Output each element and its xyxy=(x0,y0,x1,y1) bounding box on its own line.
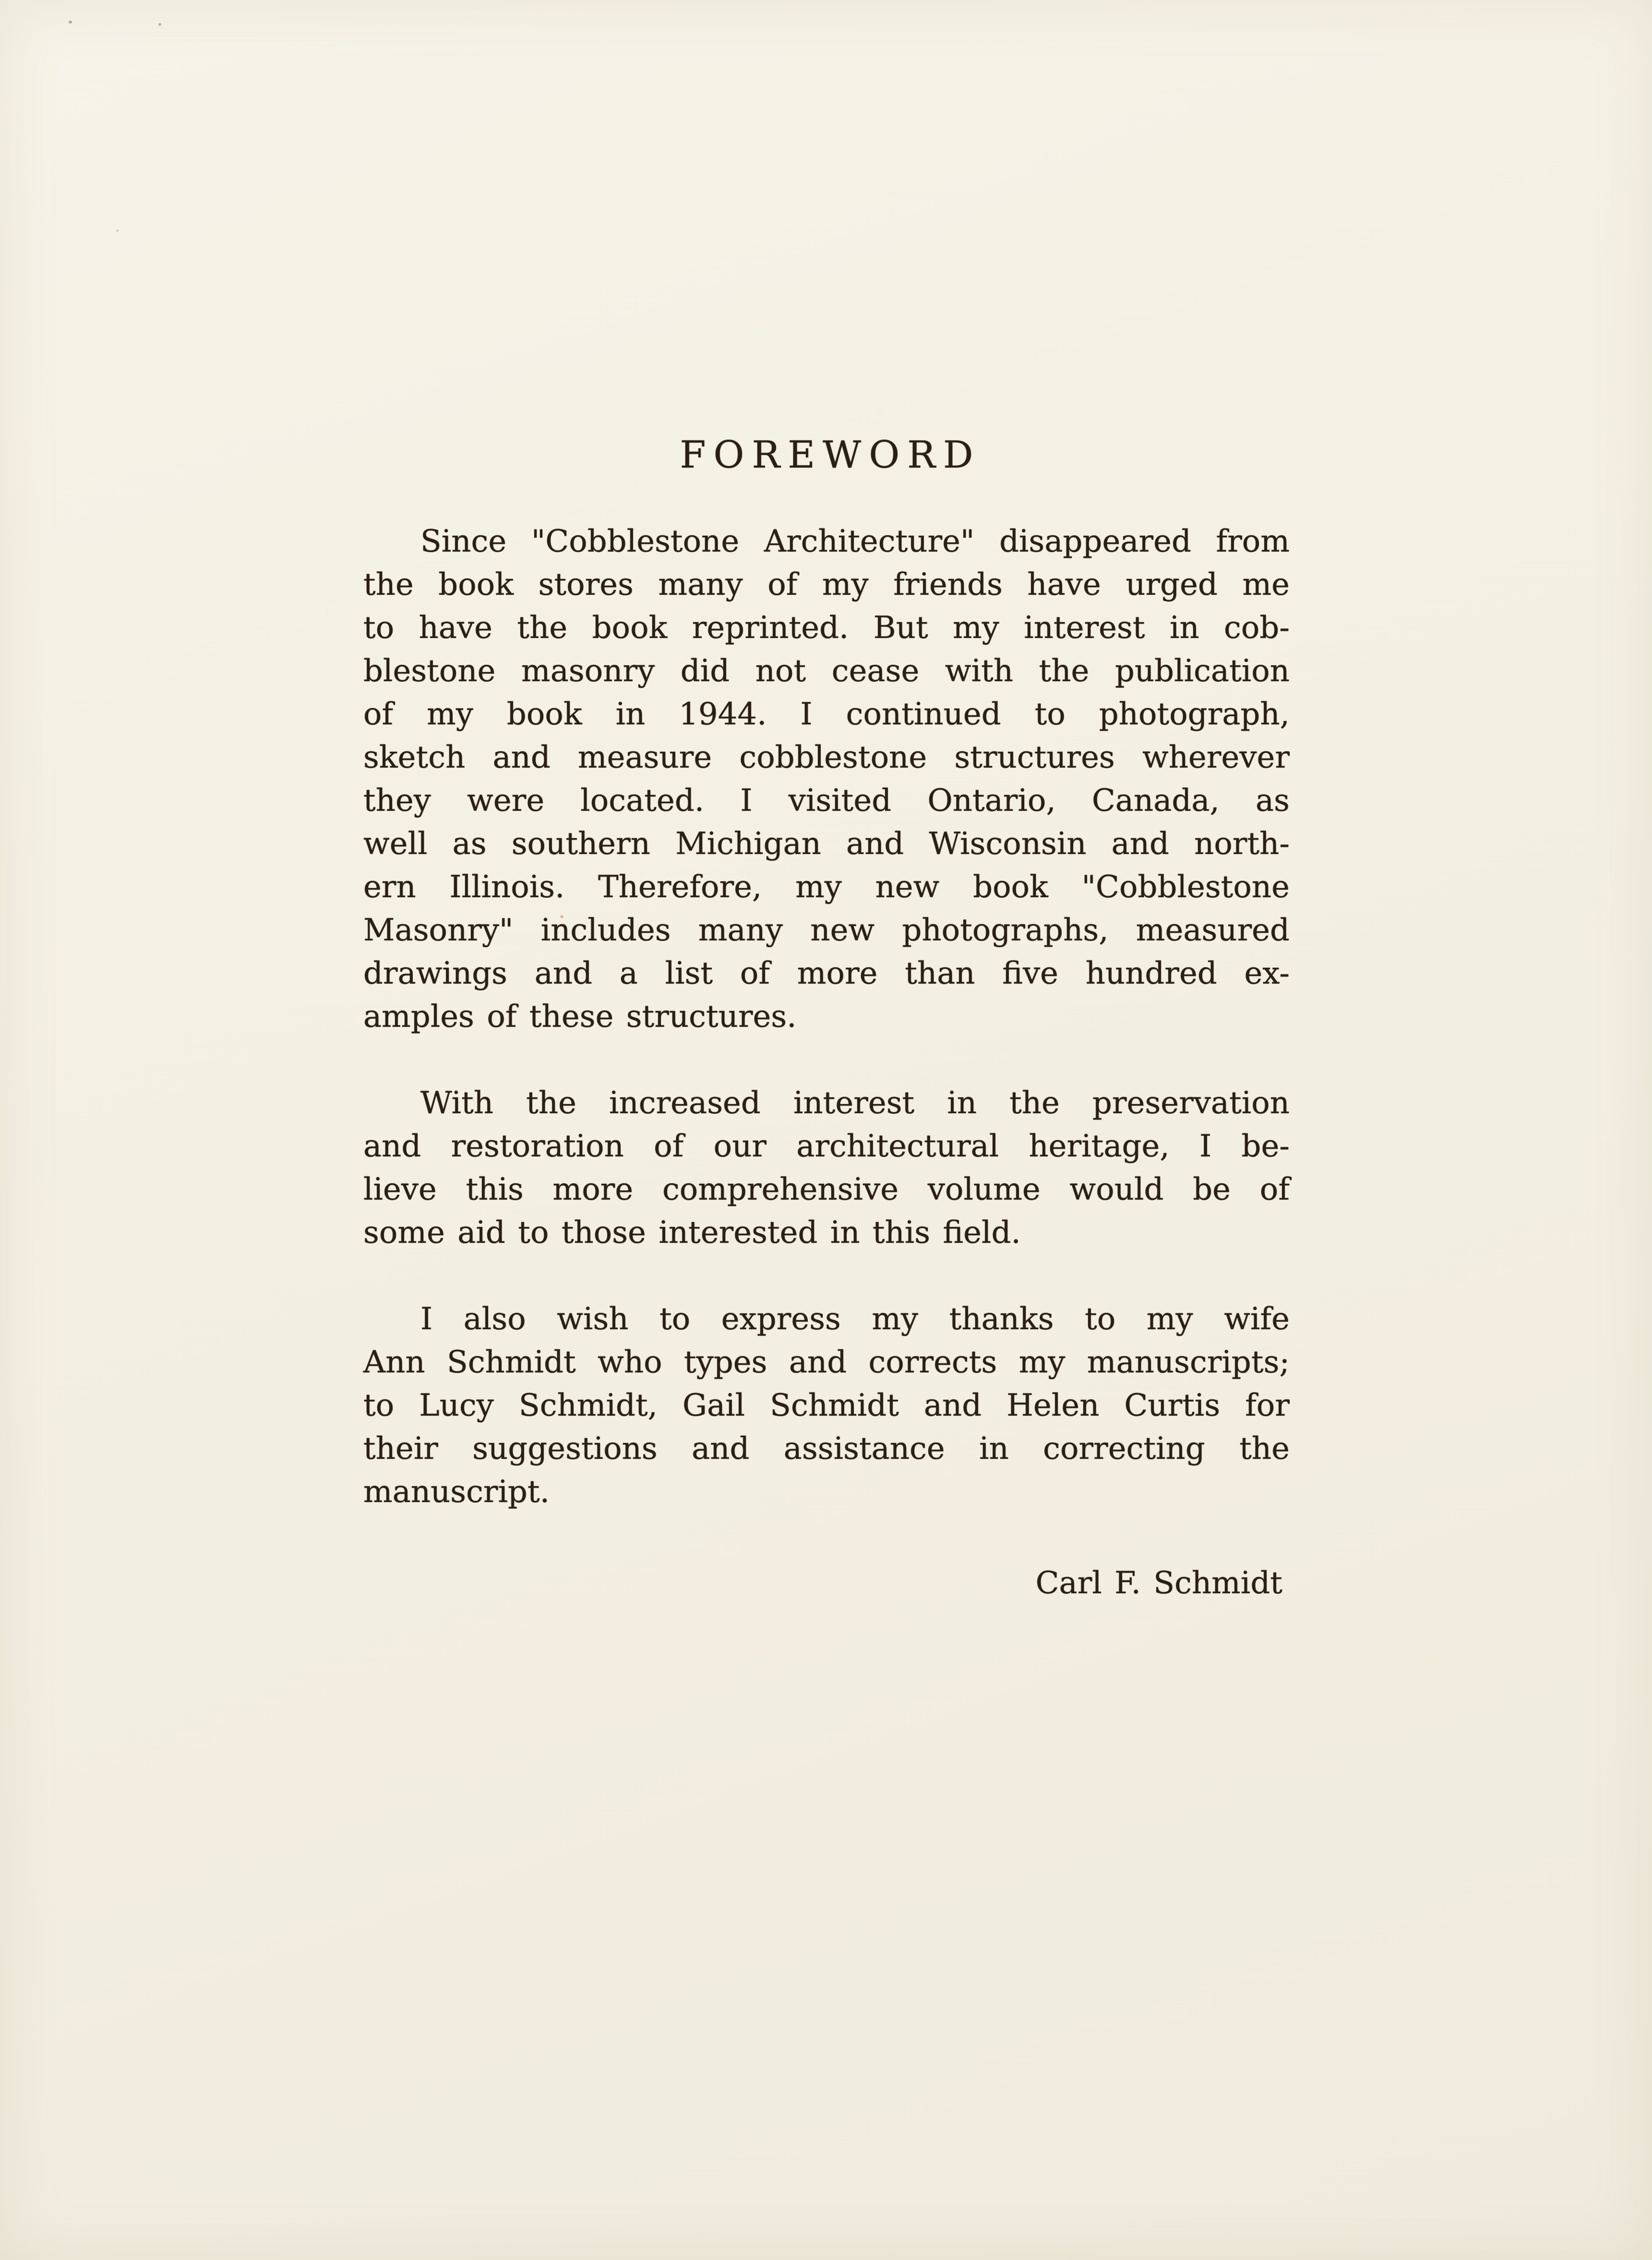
text-line: they were located. I visited Ontario, Canada, as xyxy=(363,783,1290,818)
text-line: manuscript. xyxy=(363,1474,550,1510)
text-line: Since "Cobblestone Architecture" disappeared from xyxy=(420,524,1290,559)
text-line: to Lucy Schmidt, Gail Schmidt and Helen Curtis for xyxy=(363,1388,1290,1423)
text-line: some aid to those interested in this field. xyxy=(363,1215,1021,1250)
paper-speck xyxy=(158,23,161,26)
text-line: sketch and measure cobblestone structures wherever xyxy=(363,740,1290,775)
text-line: lieve this more comprehensive volume would be of xyxy=(363,1172,1290,1207)
author-signature: Carl F. Schmidt xyxy=(1035,1565,1282,1601)
paper-speck xyxy=(69,21,72,24)
foreword-paragraph-2 xyxy=(363,1082,1290,1254)
text-line: I also wish to express my thanks to my wife xyxy=(420,1301,1290,1337)
text-line: Masonry" includes many new photographs, measured xyxy=(363,913,1290,948)
text-line: drawings and a list of more than five hundred ex- xyxy=(363,956,1290,991)
foreword-paragraph-3 xyxy=(363,1298,1290,1514)
paper-speck xyxy=(116,229,119,232)
text-line: Ann Schmidt who types and corrects my manuscripts; xyxy=(363,1345,1290,1380)
foreword-paragraph-1 xyxy=(363,520,1290,1038)
foreword-body xyxy=(363,520,1290,1605)
text-line: blestone masonry did not cease with the publication xyxy=(363,653,1290,689)
text-line: to have the book reprinted. But my interest in cob- xyxy=(363,610,1290,646)
text-line: well as southern Michigan and Wisconsin and north- xyxy=(363,826,1290,862)
text-line: With the increased interest in the preservation xyxy=(420,1085,1290,1121)
text-line: and restoration of our architectural heritage, I be- xyxy=(363,1129,1290,1164)
page-title: FOREWORD xyxy=(680,433,981,477)
text-line: ern Illinois. Therefore, my new book "Cobblestone xyxy=(363,869,1290,905)
text-line: of my book in 1944. I continued to photograph, xyxy=(363,697,1290,732)
text-line: amples of these structures. xyxy=(363,999,797,1034)
text-line: the book stores many of my friends have urged me xyxy=(363,567,1290,602)
text-line: their suggestions and assistance in correcting the xyxy=(363,1431,1290,1467)
